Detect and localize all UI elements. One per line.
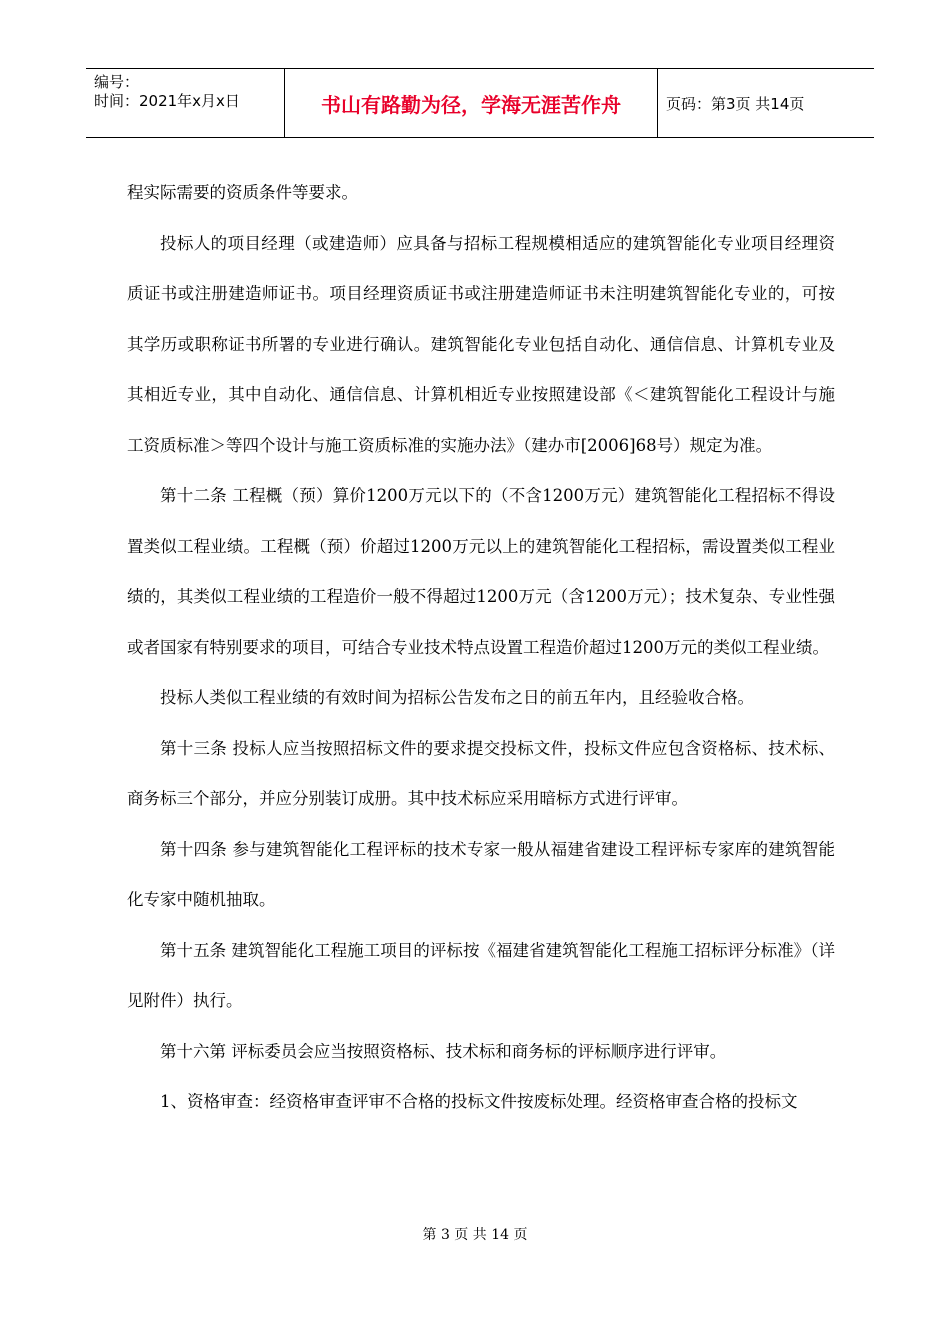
document-number-label: 编号： (94, 73, 140, 91)
paragraph-2: 投标人的项目经理（或建造师）应具备与招标工程规模相适应的建筑智能化专业项目经理资质证书或注册建造师证书。项目经理资质证书或注册建造师证书未注明建筑智能化专业的，可按其学历或职称证书所署的专业进行确认。建筑智能化专业包括自动化、通信信息、计算机专业及其相近专业，其中自动化、通信信息、计算机相近专业按照建设部《＜建筑智能化工程设计与施工资质标准＞等四个设计与施工资质标准的实施办法》（建办市[2006]68号）规定为准。 (127, 233, 835, 455)
paragraph-3: 第十二条 工程概（预）算价1200万元以下的（不含1200万元）建筑智能化工程招标不得设置类似工程业绩。工程概（预）价超过1200万元以上的建筑智能化工程招标，需设置类似工程业绩的，其类似工程业绩的工程造价一般不得超过1200万元（含1200万元）；技术复杂、专业性强或者国家有特别要求的项目，可结合专业技术特点设置工程造价超过1200万元的类似工程业绩。 (127, 486, 835, 657)
paragraph-4: 投标人类似工程业绩的有效时间为招标公告发布之日的前五年内，且经验收合格。 (160, 688, 754, 707)
header-motto-cell (285, 69, 658, 137)
paragraph-9: 1、资格审查：经资格审查评审不合格的投标文件按废标处理。经资格审查合格的投标文 (160, 1092, 798, 1111)
paragraph-1: 程实际需要的资质条件等要求。 (127, 183, 358, 202)
header-motto: 书山有路勤为径，学海无涯苦作舟 (321, 93, 621, 117)
document-body (127, 168, 835, 1128)
page-header (86, 68, 874, 138)
page-footer: 第 3 页 共 14 页 (422, 1227, 528, 1243)
paragraph-7: 第十五条 建筑智能化工程施工项目的评标按《福建省建筑智能化工程施工招标评分标准》（详见附件）执行。 (127, 940, 835, 1010)
header-meta-cell (86, 69, 285, 137)
header-page-cell (658, 69, 874, 137)
paragraph-8: 第十六第 评标委员会应当按照资格标、技术标和商务标的评标顺序进行评审。 (160, 1041, 727, 1061)
document-time-label: 时间：2021年x月x日 (94, 92, 240, 110)
paragraph-5: 第十三条 投标人应当按照招标文件的要求提交投标文件，投标文件应包含资格标、技术标、商务标三个部分，并应分别装订成册。其中技术标应采用暗标方式进行评审。 (127, 738, 835, 808)
header-page-number: 页码：第3页 共14页 (666, 95, 805, 113)
paragraph-6: 第十四条 参与建筑智能化工程评标的技术专家一般从福建省建设工程评标专家库的建筑智能化专家中随机抽取。 (127, 839, 835, 909)
